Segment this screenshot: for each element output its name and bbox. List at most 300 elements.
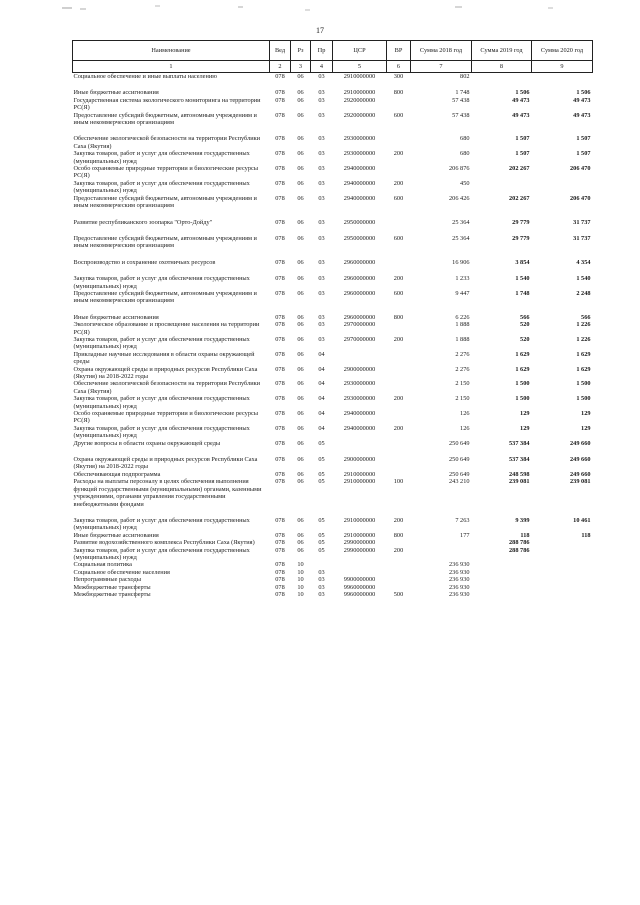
row-sum-2019 [472,226,532,235]
row-sum-2020: 2 248 [576,289,591,297]
row-name: Закупка товаров, работ и услуг для обеспечения государственных (муниципальных) нужд [73,275,250,290]
row-csr: 2970000000 [343,335,376,343]
row-pr: 04 [318,350,325,358]
row-sum-2019: 9 399 [515,516,530,524]
row-csr: 2920000000 [343,96,376,104]
row-sum-2018 [411,210,472,219]
row-rz: 06 [297,350,304,358]
row-pr: 05 [318,478,325,486]
row-rz: 06 [297,410,304,418]
row-pr: 03 [318,590,325,598]
row-pr: 03 [318,275,325,283]
row-ved: 078 [275,546,285,554]
row-vr: 800 [393,313,404,321]
row-rz: 06 [297,395,304,403]
row-ved: 078 [275,321,285,329]
row-name: Социальное обеспечение и иные выплаты населению [73,73,217,80]
row-vr: 200 [393,516,404,524]
row-name: Экологическое образование и просвещение населения на территории РС(Я) [73,321,260,336]
row-pr [311,305,333,314]
row-rz: 06 [297,456,304,464]
table-row [73,165,593,180]
table-row [73,425,593,440]
row-sum-2018 [411,126,472,135]
row-sum-2020 [532,447,593,456]
row-csr: 2930000000 [343,380,376,388]
row-sum-2018 [411,508,472,517]
row-ved: 078 [275,583,285,591]
table-row [73,366,593,381]
row-name [73,126,270,135]
row-csr: 2910000000 [343,516,376,524]
row-rz: 10 [297,568,304,576]
row-csr: 9900000000 [343,576,376,584]
row-sum-2020: 239 081 [570,478,591,486]
row-sum-2018: 1 888 [455,335,470,343]
row-name: Предоставление субсидий бюджетным, автономным учреждениям и иным некоммерческим организациям [73,289,257,305]
row-csr: 2910000000 [343,531,376,539]
row-sum-2018: 16 906 [452,258,470,266]
row-sum-2019: 248 598 [509,470,530,478]
row-name: Закупка товаров, работ и услуг для обеспечения государственных (муниципальных) нужд [73,424,250,440]
table-row [73,561,593,568]
row-sum-2019 [472,569,532,576]
row-sum-2020: 31 737 [573,234,591,242]
row-pr: 03 [318,150,325,158]
row-pr [311,126,333,135]
row-sum-2019: 1 540 [515,275,530,283]
row-ved: 078 [275,590,285,598]
row-ved: 078 [275,456,285,464]
row-rz [291,266,311,275]
row-vr: 600 [393,194,404,202]
table-row [73,547,593,562]
row-sum-2018 [411,547,472,562]
row-pr [311,508,333,517]
row-ved: 078 [275,179,285,187]
row-sum-2020 [532,547,593,562]
row-vr: 200 [393,335,404,343]
row-csr: 2960000000 [343,258,376,266]
row-ved: 078 [275,313,285,321]
column-number: 5 [333,61,387,73]
row-sum-2020: 49 473 [573,96,591,104]
row-sum-2018: 25 364 [452,218,470,226]
header-sum-2020: Сумма 2020 год [532,41,593,61]
row-sum-2019: 1 500 [515,395,530,403]
row-ved: 078 [275,289,285,297]
table-row [73,440,593,447]
table-row [73,456,593,471]
row-pr [311,250,333,259]
row-sum-2020: 1 629 [576,350,591,358]
table-row [73,351,593,366]
row-sum-2020: 10 461 [573,516,591,524]
row-ved: 078 [275,111,285,119]
table-row [73,539,593,546]
row-pr [311,266,333,275]
table-row [73,219,593,226]
header-rz: Рз [291,41,311,61]
row-csr: 2910000000 [343,73,376,80]
row-pr: 04 [318,395,325,403]
row-sum-2020 [532,210,593,219]
row-vr: 600 [393,289,404,297]
row-sum-2018: 177 [460,531,470,539]
row-ved: 078 [275,258,285,266]
table-spacer-row [73,126,593,135]
row-sum-2019: 537 384 [509,439,530,447]
table-spacer-row [73,447,593,456]
row-pr [311,226,333,235]
row-sum-2018: 25 364 [452,234,470,242]
row-sum-2018: 250 649 [449,470,470,478]
row-pr: 03 [318,313,325,321]
row-csr: 2940000000 [343,179,376,187]
row-name: Воспроизводство и сохранение охотничьих ресурсов [73,258,216,266]
row-csr: 2940000000 [343,194,376,202]
row-ved [270,508,291,517]
row-name: Иные бюджетные ассигнования [73,89,159,97]
row-rz: 06 [297,470,304,478]
row-sum-2020 [532,80,593,89]
row-pr: 03 [318,135,325,143]
row-ved: 078 [275,478,285,486]
column-number: 3 [291,61,311,73]
row-sum-2018: 680 [460,150,470,158]
row-csr [333,569,387,576]
row-rz: 06 [297,546,304,554]
row-rz: 06 [297,321,304,329]
row-sum-2018: 7 263 [455,516,470,524]
table-spacer-row [73,266,593,275]
table-row [73,584,593,591]
row-sum-2020 [532,539,593,546]
row-csr [333,210,387,219]
row-rz: 06 [297,111,304,119]
row-rz: 06 [297,313,304,321]
row-name: Расходы на выплаты персоналу в целях обеспечения выполнения функций государственными (муниципальными) органами, казенными учреждениями, органами управления государственными внебюджетными фондами [73,478,262,508]
row-csr: 2900000000 [343,365,376,373]
row-sum-2020: 129 [581,424,591,432]
row-csr: 2930000000 [343,395,376,403]
column-number: 1 [73,61,270,73]
row-rz: 10 [297,583,304,591]
row-sum-2019: 1 748 [515,289,530,297]
row-csr: 2930000000 [343,150,376,158]
row-name [73,226,270,235]
row-sum-2020: 1 507 [576,135,591,143]
table-row [73,380,593,395]
row-rz: 06 [297,234,304,242]
header-sum-2019: Сумма 2019 год [472,41,532,61]
row-csr: 2910000000 [343,478,376,486]
row-sum-2018: 206 876 [449,165,470,173]
row-vr [387,126,411,135]
row-csr: 2970000000 [343,321,376,329]
row-vr [387,366,411,381]
row-csr: 9960000000 [343,583,376,591]
row-csr: 2900000000 [343,456,376,464]
row-ved [270,250,291,259]
row-name: Закупка товаров, работ и услуг для обеспечения государственных (муниципальных) нужд [73,179,250,195]
row-vr: 500 [393,590,404,598]
table-spacer-row [73,210,593,219]
row-ved: 078 [275,395,285,403]
row-rz: 06 [297,424,304,432]
row-name: Обеспечивающая подпрограмма [73,470,161,478]
column-number: 8 [472,61,532,73]
row-sum-2020: 206 470 [570,194,591,202]
table-row [73,395,593,410]
row-sum-2020: 1 226 [576,335,591,343]
row-sum-2020: 1 507 [576,150,591,158]
row-vr [387,351,411,366]
row-vr [387,135,411,150]
header-ved: Вед [270,41,291,61]
row-pr: 03 [318,576,325,584]
row-name: Особо охраняемые природные территории и биологические ресурсы РС(Я) [73,165,258,180]
row-rz: 06 [297,165,304,173]
row-ved [270,266,291,275]
table-row [73,591,593,598]
row-sum-2018: 2 150 [455,395,470,403]
row-sum-2018 [411,305,472,314]
row-vr: 200 [393,424,404,432]
row-ved [270,126,291,135]
row-name: Межбюджетные трансферты [73,583,151,591]
column-number: 4 [311,61,333,73]
row-rz: 06 [297,365,304,373]
row-rz: 06 [297,516,304,524]
row-sum-2019: 537 384 [509,456,530,464]
row-sum-2018 [411,80,472,89]
row-rz: 06 [297,335,304,343]
row-vr [387,471,411,478]
row-pr: 05 [318,516,325,524]
row-rz: 06 [297,135,304,143]
row-ved [270,305,291,314]
row-vr: 800 [393,89,404,97]
row-name: Межбюджетные трансферты [73,590,151,598]
table-spacer-row [73,226,593,235]
row-sum-2020 [532,226,593,235]
row-sum-2020: 566 [581,313,591,321]
table-row [73,314,593,321]
row-ved [270,447,291,456]
row-csr: 2940000000 [343,165,376,173]
row-name: Государственная система экологического мониторинга на территории РС(Я) [73,96,261,112]
row-sum-2018: 1 233 [455,275,470,283]
row-pr: 03 [318,258,325,266]
table-spacer-row [73,305,593,314]
row-sum-2018 [411,226,472,235]
row-rz: 06 [297,150,304,158]
row-rz: 06 [297,96,304,104]
page-number: 17 [316,26,324,35]
row-sum-2019: 202 267 [509,165,530,173]
row-sum-2020 [532,508,593,517]
row-sum-2020 [532,591,593,598]
row-sum-2020 [532,569,593,576]
row-sum-2018: 250 649 [449,439,470,447]
row-csr: 2960000000 [343,275,376,283]
row-ved: 078 [275,380,285,388]
row-sum-2019 [472,80,532,89]
row-name [73,210,270,219]
row-pr: 04 [318,380,325,388]
row-pr: 03 [318,111,325,119]
row-vr [387,410,411,425]
table-row [73,336,593,351]
row-vr [387,321,411,336]
row-name: Предоставление субсидий бюджетным, автономным учреждениям и иным некоммерческим организациям [73,234,257,250]
row-sum-2018: 236 930 [449,583,470,591]
row-pr: 05 [318,539,325,547]
row-vr [387,97,411,112]
row-ved: 078 [275,539,285,547]
table-header [73,41,593,73]
table-row [73,150,593,165]
row-sum-2019: 1 629 [515,350,530,358]
row-csr: 2910000000 [343,89,376,97]
row-ved: 078 [275,350,285,358]
row-pr: 03 [318,194,325,202]
table-row [73,97,593,112]
table-row [73,259,593,266]
row-sum-2020: 1 629 [576,365,591,373]
table-row [73,135,593,150]
column-number: 6 [387,61,411,73]
row-sum-2019: 520 [520,335,530,343]
row-rz: 06 [297,275,304,283]
row-sum-2020: 249 660 [570,470,591,478]
row-vr [387,569,411,576]
header-pr: Пр [311,41,333,61]
row-ved: 078 [275,275,285,283]
row-csr: 2920000000 [343,111,376,119]
row-sum-2020 [532,576,593,583]
row-pr: 03 [318,234,325,242]
row-rz: 06 [297,539,304,547]
row-sum-2019: 288 786 [509,539,530,547]
table-row [73,290,593,305]
row-name [73,447,270,456]
table-row [73,235,593,250]
table-body [73,73,593,599]
row-rz: 06 [297,179,304,187]
row-ved: 078 [275,135,285,143]
row-rz: 06 [297,73,304,80]
row-rz: 06 [297,194,304,202]
row-name [73,305,270,314]
table-row [73,89,593,96]
row-sum-2020: 4 354 [576,258,591,266]
row-vr [387,226,411,235]
table-row [73,471,593,478]
header-name: Наименование [73,41,270,61]
row-sum-2019: 520 [520,321,530,329]
row-sum-2020: 1 500 [576,395,591,403]
row-ved: 078 [275,150,285,158]
row-csr [333,266,387,275]
row-sum-2019: 3 854 [515,258,530,266]
row-ved: 078 [275,96,285,104]
row-vr: 200 [393,546,404,554]
table-row [73,478,593,508]
row-sum-2018: 57 438 [452,96,470,104]
row-name: Прикладные научные исследования в области охраны окружающей среды [73,350,255,366]
row-sum-2018: 236 930 [449,568,470,576]
row-pr [311,80,333,89]
row-sum-2020 [532,180,593,195]
row-rz: 06 [297,478,304,486]
row-sum-2018: 9 447 [455,289,470,297]
row-csr: 2960000000 [343,313,376,321]
row-name: Охрана окружающей среды и природных ресурсов Республики Саха (Якутия) на 2018-2022 годы [73,365,258,380]
row-rz [291,508,311,517]
row-sum-2018 [411,539,472,546]
row-vr [387,561,411,568]
row-vr: 200 [393,275,404,283]
row-pr: 03 [318,218,325,226]
table-row [73,180,593,195]
row-csr [333,508,387,517]
row-sum-2019: 29 779 [512,218,530,226]
row-rz: 06 [297,531,304,539]
row-pr [311,447,333,456]
scan-artifact-marks [0,0,640,14]
row-pr: 03 [318,568,325,576]
row-sum-2020: 118 [581,531,591,539]
row-sum-2018: 243 210 [449,478,470,486]
row-csr: 2930000000 [343,135,376,143]
row-rz: 10 [297,576,304,584]
row-rz: 06 [297,289,304,297]
row-ved: 078 [275,576,285,584]
row-sum-2019 [472,126,532,135]
row-sum-2020: 31 737 [573,218,591,226]
row-ved: 078 [275,165,285,173]
row-sum-2020: 49 473 [573,111,591,119]
row-sum-2019 [472,584,532,591]
row-ved [270,80,291,89]
row-ved: 078 [275,335,285,343]
row-sum-2019 [472,73,532,81]
row-sum-2018: 2 276 [455,350,470,358]
row-vr: 300 [393,73,404,80]
row-sum-2020: 129 [581,410,591,418]
row-sum-2020: 249 660 [570,439,591,447]
row-rz: 06 [297,439,304,447]
row-vr [387,440,411,447]
row-sum-2019: 1 629 [515,365,530,373]
table-spacer-row [73,508,593,517]
row-name: Закупка товаров, работ и услуг для обеспечения государственных (муниципальных) нужд [73,546,250,561]
row-sum-2018: 250 649 [449,456,470,464]
row-vr [387,266,411,275]
row-pr: 04 [318,365,325,373]
row-name: Предоставление субсидий бюджетным, автономным учреждениям и иным некоммерческим организациям [73,194,257,210]
row-sum-2019 [472,266,532,275]
row-sum-2020: 1 540 [576,275,591,283]
row-csr [333,561,387,568]
row-name: Обеспечение экологической безопасности на территории Республики Саха (Якутия) [73,380,261,395]
row-pr: 04 [318,410,325,418]
row-vr [387,250,411,259]
row-sum-2019 [472,508,532,517]
table-row [73,532,593,539]
